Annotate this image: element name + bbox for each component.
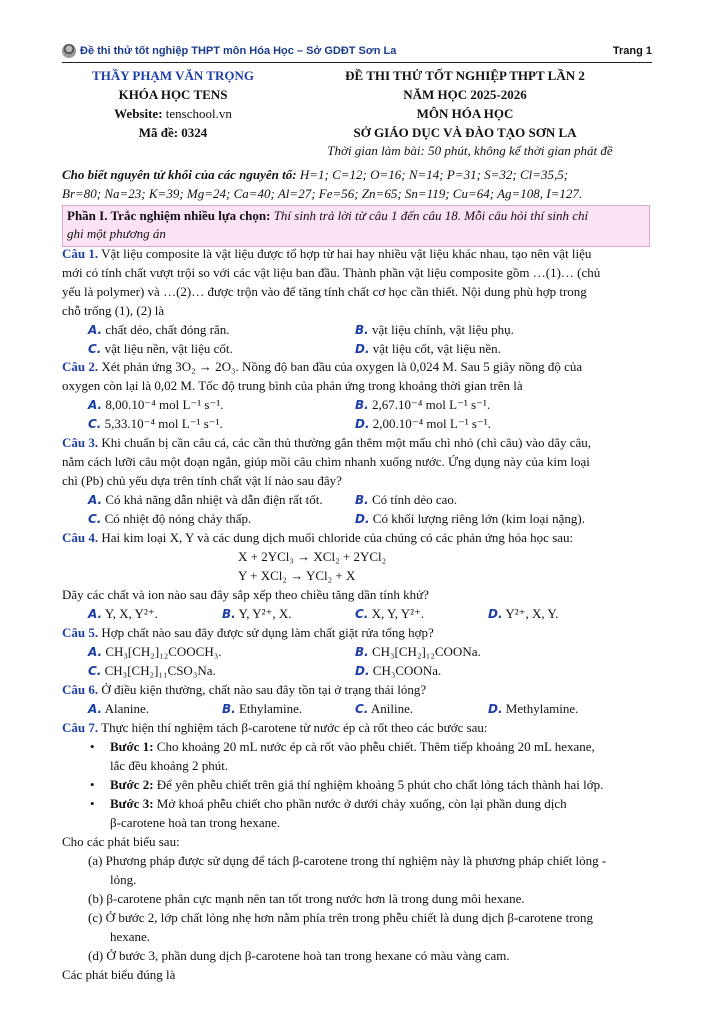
q7-step1-line2: lắc đều khoảng 2 phút. [110,758,229,773]
exam-code: 0324 [181,125,208,140]
q2-number: Câu 2. [62,359,99,374]
q3-a-text: Có khả năng dẫn nhiệt và dẫn điện rất tốt. [105,492,323,507]
exam-title: ĐỀ THI THỬ TỐT NGHIỆP THPT LẦN 2 [345,68,585,83]
option-letter-b: B. [355,323,369,337]
option-letter-d: D. [488,702,503,716]
q2-option-a[interactable] [88,397,223,413]
option-letter-b: B. [355,645,369,659]
option-letter-a: A. [88,398,103,412]
option-letter-a: A. [88,323,103,337]
atomic-masses-label: Cho biết nguyên tử khối của các nguyên tố: [62,167,297,182]
part1-instructions: Thí sinh trả lời từ câu 1 đến câu 18. Mỗi câu hỏi thí sinh chỉ [273,208,589,223]
q7-step2-line1 [110,777,603,793]
q4-c-text: X, Y, Y²⁺. [371,606,425,621]
q3-text2: nằm cách lưỡi câu một đoạn ngắn, giúp mồi câu chìm nhanh xuống nước. Ứng dụng này của kim loại [62,454,590,469]
q1-line1 [62,246,591,262]
q2-d-text: 2,00.10⁻⁴ mol L⁻¹ s⁻¹. [372,416,491,431]
q6-text1: Ở điều kiện thường, chất nào sau đây tồn tại ở trạng thái lỏng? [101,682,427,697]
website-link[interactable]: tenschool.vn [165,106,232,121]
part1-instructions-2: ghi một phương án [67,226,166,241]
q3-option-d[interactable] [355,511,585,527]
option-letter-c: C. [355,702,369,716]
q6-option-b[interactable] [222,701,302,717]
option-letter-d: D. [355,342,370,356]
option-letter-a: A. [88,645,103,659]
q5-option-d[interactable] [355,663,441,679]
q4-option-c[interactable] [355,606,424,622]
option-letter-b: B. [222,702,236,716]
q7-step1-label: Bước 1: [110,739,154,754]
exam-code-line [78,125,268,141]
q4-option-b[interactable] [222,606,292,622]
q1-c-text: vật liệu nền, vật liệu cốt. [104,341,233,356]
q7-statement-c-cont: hexane. [110,929,151,944]
teacher-logo-icon [62,44,76,58]
q5-option-b[interactable] [355,644,481,660]
q3-option-b[interactable] [355,492,457,508]
q7-statement-d: (d) Ở bước 3, phần dung dịch β-carotene hoà tan trong hexane có màu vàng cam. [88,948,510,963]
q4-d-text: Y²⁺, X, Y. [505,606,559,621]
option-letter-d: D. [355,512,370,526]
q7-statement-a: (a) Phương pháp được sử dụng để tách β-carotene trong thí nghiệm này là phương pháp chiết lỏng - [88,853,607,868]
q1-a-text: chất dẻo, chất đóng rắn. [105,322,230,337]
q7-step1: • [90,739,95,754]
q4-option-a[interactable] [88,606,158,622]
q4-text2: Dãy các chất và ion nào sau đây sắp xếp theo chiều tăng dần tính khử? [62,587,429,602]
q4-line1 [62,530,573,546]
q5-a-text: CH₃[CH₂]₁₂COOCH₃. [105,644,222,659]
q7-step3-line2: β-carotene hoà tan trong hexane. [110,815,281,830]
q5-option-a[interactable] [88,644,222,660]
q5-number: Câu 5. [62,625,99,640]
q4-text1: Hai kim loại X, Y và các dung dịch muối chloride của chúng có các phản ứng hóa học sau: [101,530,574,545]
q3-text3: chì (Pb) chủ yếu dựa trên tính chất vật lí nào sau đây? [62,473,342,488]
q7-step3-label: Bước 3: [110,796,154,811]
q1-b-text: vật liệu chính, vật liệu phụ. [371,322,514,337]
option-letter-a: A. [88,493,103,507]
q4-option-d[interactable] [488,606,558,622]
option-letter-d: D. [355,417,370,431]
q7-statement-b: (b) β-carotene phân cực mạnh nên tan tốt trong nước hơn là trong dung môi hexane. [88,891,525,906]
q1-text4: chỗ trống (1), (2) là [62,303,165,318]
course-name: KHÓA HỌC TENS [118,87,228,102]
q3-c-text: Có nhiệt độ nóng chảy thấp. [104,511,252,526]
q1-text2: mới có tính chất vượt trội so với các vật liệu ban đầu. Thành phần vật liệu composite gồm …(1)… (chủ [62,265,601,280]
q7-step3-line1 [110,796,567,812]
q2-option-c[interactable] [88,416,223,432]
q7-statement-c: (c) Ở bước 2, lớp chất lỏng nhẹ hơn nằm phía trên trong phễu chiết là dung dịch β-carotene trong [88,910,594,925]
q3-option-c[interactable] [88,511,251,527]
header-divider [62,62,652,63]
q2-option-d[interactable] [355,416,491,432]
department: SỞ GIÁO DỤC VÀ ĐÀO TẠO SƠN LA [353,125,577,140]
q5-text1: Hợp chất nào sau đây được sử dụng làm chất giặt rửa tổng hợp? [101,625,434,640]
option-letter-c: C. [88,664,102,678]
q1-option-b[interactable] [355,322,514,338]
option-letter-d: D. [488,607,503,621]
q5-c-text: CH₃[CH₂]₁₁CSO₃Na. [104,663,216,678]
part1-box [62,205,650,247]
q6-d-text: Methylamine. [505,701,579,716]
q6-option-c[interactable] [355,701,413,717]
website-label: Website: [114,106,163,121]
q7-step1-text: Cho khoảng 20 mL nước ép cà rốt vào phễu chiết. Thêm tiếp khoảng 20 mL hexane, [156,739,595,754]
q7-step1-line1 [110,739,595,755]
q6-c-text: Aniline. [370,701,414,716]
q5-line1 [62,625,434,641]
school-year: NĂM HỌC 2025-2026 [403,87,527,102]
teacher-name: THẦY PHẠM VĂN TRỌNG [92,68,254,83]
q3-line1 [62,435,591,451]
q7-step2-label: Bước 2: [110,777,154,792]
option-letter-b: B. [355,398,369,412]
q1-option-d[interactable] [355,341,501,357]
q7-step2: • [90,777,95,792]
q2-text2: oxygen còn lại là 0,02 M. Tốc độ trung bình của phản ứng trong khoảng thời gian trên là [62,378,523,393]
atomic-masses-line1: H=1; C=12; O=16; N=14; P=31; S=32; Cl=35,5; [299,167,569,182]
q6-option-d[interactable] [488,701,578,717]
q3-d-text: Có khối lượng riêng lớn (kim loại nặng). [372,511,585,526]
q1-d-text: vật liệu cốt, vật liệu nền. [372,341,501,356]
option-letter-b: B. [355,493,369,507]
q3-option-a[interactable] [88,492,323,508]
q2-text1: Xét phản ứng 3O₂ → 2O₃. Nồng độ ban đầu của oxygen là 0,024 M. Sau 5 giây nồng độ của [101,359,583,374]
option-letter-c: C. [355,607,369,621]
q5-b-text: CH₃[CH₂]₁₂COONa. [371,644,481,659]
q4-b-text: Y, Y²⁺, X. [238,606,292,621]
q6-line1 [62,682,426,698]
option-letter-c: C. [88,417,102,431]
option-letter-a: A. [88,702,103,716]
q2-c-text: 5,33.10⁻⁴ mol L⁻¹ s⁻¹. [104,416,223,431]
q6-option-a[interactable] [88,701,149,717]
q7-question-prompt: Các phát biểu đúng là [62,967,176,982]
page-header [62,44,652,62]
q7-step2-text: Để yên phễu chiết trên giá thí nghiệm khoảng 5 phút cho chất lỏng tách thành hai lớp. [156,777,604,792]
q4-a-text: Y, X, Y²⁺. [104,606,158,621]
q7-text1: Thực hiện thí nghiệm tách β-carotene từ nước ép cà rốt theo các bước sau: [101,720,488,735]
q7-step3-text: Mở khoá phễu chiết cho phần nước ở dưới chảy xuống, còn lại phần dung dịch [156,796,567,811]
q2-option-b[interactable] [355,397,490,413]
q3-number: Câu 3. [62,435,99,450]
q7-number: Câu 7. [62,720,99,735]
q3-b-text: Có tính dẻo cao. [371,492,458,507]
q7-step3: • [90,796,95,811]
q2-b-text: 2,67.10⁻⁴ mol L⁻¹ s⁻¹. [371,397,491,412]
subject: MÔN HÓA HỌC [416,106,514,121]
exam-code-label: Mã đề: [138,125,179,140]
q4-equation-2: Y + XCl₂ → YCl₂ + X [238,568,356,583]
q4-equation-1: X + 2YCl₃ → XCl₂ + 2YCl₂ [238,549,387,564]
q7-line1 [62,720,488,736]
q6-b-text: Ethylamine. [238,701,303,716]
option-letter-c: C. [88,512,102,526]
q2-a-text: 8,00.10⁻⁴ mol L⁻¹ s⁻¹. [105,397,224,412]
option-letter-a: A. [88,607,103,621]
q6-number: Câu 6. [62,682,99,697]
q1-option-a[interactable] [88,322,230,338]
q7-statement-a-cont: lỏng. [110,872,137,887]
q5-d-text: CH₃COONa. [372,663,442,678]
q2-line1 [62,359,582,375]
q4-number: Câu 4. [62,530,99,545]
q1-option-c[interactable] [88,341,233,357]
q1-number: Câu 1. [62,246,99,261]
q6-a-text: Alanine. [104,701,150,716]
option-letter-b: B. [222,607,236,621]
part1-label: Phần I. Trắc nghiệm nhiều lựa chọn: [67,208,271,223]
atomic-masses [62,165,654,203]
q7-statements-intro: Cho các phát biểu sau: [62,834,180,849]
q5-option-c[interactable] [88,663,216,679]
header-title: Đề thi thử tốt nghiệp THPT môn Hóa Học – Sở GDĐT Sơn La [80,45,397,57]
q3-text1: Khi chuẩn bị cần câu cá, các cần thủ thường gắn thêm một mẩu chì nhỏ (chì câu) vào dây câu, [101,435,592,450]
q1-text3: yếu là polymer) và …(2)… được trộn vào để tăng tính chất cơ học cần thiết. Nội dung phù hợp trong [62,284,587,299]
page-number: Trang 1 [612,45,652,57]
option-letter-d: D. [355,664,370,678]
time-allowed: Thời gian làm bài: 50 phút, không kể thời gian phát đề [327,143,613,158]
website-line [78,106,268,122]
option-letter-c: C. [88,342,102,356]
atomic-masses-line2: Br=80; Na=23; K=39; Mg=24; Ca=40; Al=27; Fe=56; Zn=65; Sn=119; Cu=64; Ag=108, I=127. [62,186,583,201]
q1-text1: Vật liệu composite là vật liệu được tổ hợp từ hai hay nhiều vật liệu khác nhau, tạo nên vật liệu [101,246,592,261]
